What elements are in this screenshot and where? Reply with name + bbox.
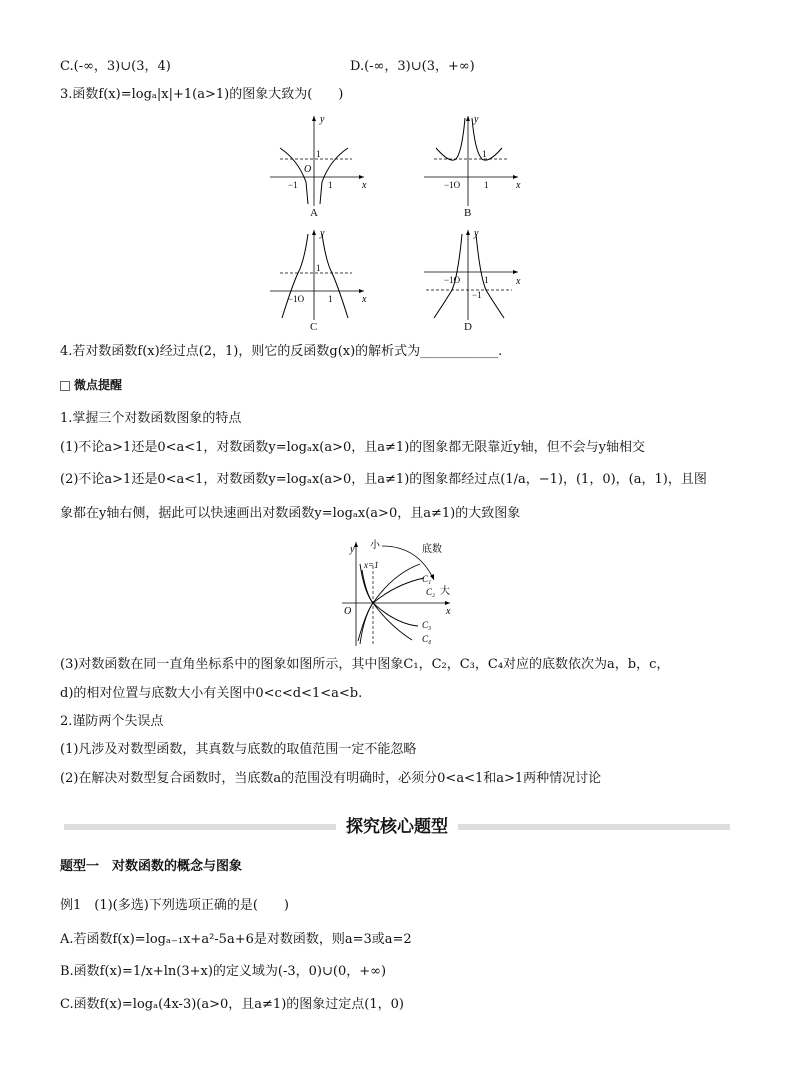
- graph-b-label: B: [464, 207, 472, 219]
- tip-heading: [60, 376, 122, 394]
- svg-text:1: 1: [328, 180, 333, 190]
- svg-text:−1O: −1O: [444, 275, 461, 285]
- svg-text:y: y: [350, 544, 355, 555]
- ex1-option-c: C.函数f(x)=logₐ(4x-3)(a>0，且a≠1)的图象过定点(1，0): [60, 997, 404, 1012]
- svg-text:−1: −1: [472, 290, 482, 300]
- section-title: 探究核心题型: [336, 812, 458, 837]
- tip-p1: 1.掌握三个对数函数图象的特点: [60, 411, 242, 426]
- graph-b: [422, 112, 522, 208]
- svg-text:−1: −1: [288, 180, 298, 190]
- tip-marker-icon: [60, 381, 70, 391]
- svg-text:−1O: −1O: [288, 294, 305, 304]
- tip-p2-1: (1)凡涉及对数型函数，其真数与底数的取值范围一定不能忽略: [60, 742, 417, 757]
- svg-text:C₃: C₃: [422, 620, 432, 630]
- graph-a-label: A: [310, 207, 318, 219]
- tip-p2: 2.谨防两个失误点: [60, 714, 164, 729]
- svg-text:C₄: C₄: [422, 634, 432, 644]
- graph-d-label: D: [464, 321, 472, 333]
- graph-d: [422, 226, 522, 322]
- q3-stem: 3.函数f(x)=logₐ|x|+1(a>1)的图象大致为( ): [60, 87, 344, 102]
- tip-p1-2a: (2)不论a>1还是0<a<1，对数函数y=logₐx(a>0，且a≠1)的图象都经过点(1/a，−1)，(1，0)，(a，1)，且图: [60, 472, 707, 487]
- tip-p2-2: (2)在解决对数型复合函数时，当底数a的范围没有明确时，必须分0<a<1和a>1两种情况讨论: [60, 771, 602, 786]
- q2-option-d: D.(-∞，3)∪(3，+∞): [350, 59, 475, 74]
- type1-title: 题型一 对数函数的概念与图象: [60, 859, 243, 874]
- svg-text:O: O: [344, 606, 352, 617]
- svg-text:1: 1: [484, 180, 489, 190]
- svg-text:x: x: [516, 276, 521, 287]
- log-curves-figure: [338, 536, 458, 648]
- tip-p1-3b: d)的相对位置与底数大小有关图中0<c<d<1<a<b.: [60, 686, 363, 701]
- svg-text:y: y: [320, 114, 325, 125]
- svg-text:1: 1: [316, 263, 321, 273]
- ex1-option-a: A.若函数f(x)=logₐ₋₁x+a²-5a+6是对数函数，则a=3或a=2: [60, 932, 412, 947]
- svg-text:1: 1: [482, 149, 487, 159]
- svg-text:底数: 底数: [422, 544, 442, 555]
- svg-text:C₂: C₂: [426, 587, 436, 597]
- svg-text:x: x: [362, 180, 367, 191]
- ex1-option-b: B.函数f(x)=1/x+ln(3+x)的定义域为(-3，0)∪(0，+∞): [60, 964, 387, 979]
- svg-text:x=1: x=1: [364, 560, 379, 570]
- svg-text:x: x: [362, 294, 367, 305]
- graph-c: [268, 226, 368, 322]
- svg-text:1: 1: [316, 149, 321, 159]
- tip-heading-text: 微点提醒: [74, 378, 123, 392]
- ex1-stem: 例1 (1)(多选)下列选项正确的是( ): [60, 898, 289, 913]
- svg-text:−1O: −1O: [444, 180, 461, 190]
- svg-text:1: 1: [328, 294, 333, 304]
- svg-text:y: y: [320, 228, 325, 239]
- tip-p1-2b: 象都在y轴右侧，据此可以快速画出对数函数y=logₐx(a>0，且a≠1)的大致图象: [60, 506, 521, 521]
- svg-text:大: 大: [440, 586, 450, 597]
- graph-a: [268, 112, 368, 208]
- q2-option-c: C.(-∞，3)∪(3，4): [60, 59, 171, 74]
- tip-p1-1: (1)不论a>1还是0<a<1，对数函数y=logₐx(a>0，且a≠1)的图象都无限靠近y轴，但不会与y轴相交: [60, 440, 645, 455]
- graph-c-label: C: [310, 321, 318, 333]
- svg-text:O: O: [304, 164, 312, 175]
- svg-text:y: y: [474, 228, 479, 239]
- tip-p1-3a: (3)对数函数在同一直角坐标系中的图象如图所示，其中图象C₁，C₂，C₃，C₄对应的底数依次为a，b，c，: [60, 657, 670, 672]
- q4-stem: 4.若对数函数f(x)经过点(2，1)，则它的反函数g(x)的解析式为____________.: [60, 344, 503, 359]
- svg-text:小: 小: [370, 540, 380, 551]
- svg-text:x: x: [516, 180, 521, 191]
- svg-text:x: x: [446, 606, 451, 617]
- section-banner: [64, 812, 730, 837]
- svg-text:y: y: [474, 114, 479, 125]
- svg-text:C₁: C₁: [422, 574, 432, 584]
- svg-text:1: 1: [484, 275, 489, 285]
